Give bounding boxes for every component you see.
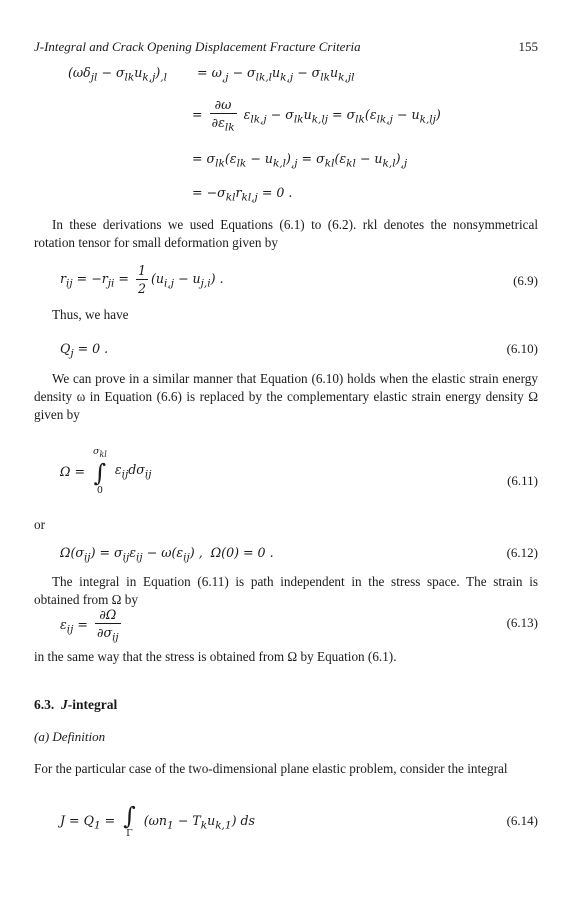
equation-number-6-14: (6.14): [506, 813, 538, 828]
running-title: J-Integral and Crack Opening Displacement Fracture Criteria: [34, 39, 361, 54]
equation-number-6-13: (6.13): [506, 615, 538, 630]
equation-number-6-11: (6.11): [507, 473, 538, 488]
equation-6-9: $r_{ij} = -r_{ji}$ = $\frac{1}{2}$ $(u_{i,j} - u_{j,i})$ .: [60, 263, 224, 296]
or-text: or: [34, 517, 45, 532]
derivation-line-4: = $-\sigma_{kl}r_{kl,j} = 0$ .: [192, 185, 293, 204]
equation-number-6-9: (6.9): [513, 273, 538, 288]
equation-6-13: $\varepsilon_{ij}$ = $\frac{\partial\Omega}{\partial\sigma_{ij}}$: [60, 607, 119, 644]
equation-6-10: $Q_j = 0$ .: [60, 341, 109, 360]
derivation-line-1: [68, 64, 354, 85]
equation-number-6-12: (6.12): [506, 545, 538, 560]
thus-text: Thus, we have: [52, 307, 129, 322]
page-number: 155: [518, 39, 538, 54]
derivation-fraction: $\frac{\partial\omega}{\partial\varepsilon_{lk}}$: [211, 97, 235, 134]
paragraph-stress-from-omega: in the same way that the stress is obtained from Ω by Equation (6.1).: [34, 649, 397, 664]
derivation-line-2: = $\frac{\partial\omega}{\partial\varepsilon_{lk}}$ $\varepsilon_{lk,j} - \sigma_{lk}u_{k,lj} = \sigma_{lk}(\varepsilon_{lk,j} - u_{k,lj})$: [192, 97, 441, 134]
contour-symbol: Γ: [126, 828, 133, 839]
paragraph-strain-from-omega: The integral in Equation (6.11) is path independent in the stress space. The strain is obtained from Ω by: [34, 574, 538, 607]
equation-number-6-10: (6.10): [506, 341, 538, 356]
paragraph-complementary-energy: We can prove in a similar manner that Equation (6.10) holds when the elastic strain energy density ω in Equation (6.6) is replaced by the complementary elastic strain energy density Ω given by: [34, 371, 538, 422]
derivation-line-1-rhs: = $\omega_{,j} - \sigma_{lk,l}u_{k,j} - \sigma_{lk}u_{k,jl}$: [197, 65, 355, 84]
subsection-heading: (a) Definition: [34, 729, 106, 744]
paragraph-integral-definition: For the particular case of the two-dimensional plane elastic problem, consider the integral: [34, 761, 508, 776]
section-heading: 6.3. J-integral: [34, 697, 118, 712]
equation-6-11: Ω = $\sigma_{kl}$ ∫ 0 $\varepsilon_{ij}d\sigma_{ij}$: [60, 446, 152, 496]
paragraph-rotation-tensor: In these derivations we used Equations (6.1) to (6.2). rkl denotes the nonsymmetrical rotation tensor for small deformation given by: [34, 217, 538, 250]
equation-6-14: $J = Q_1$ = ∫ Γ $(\omega n_1 - T_ku_{k,1})$ ds: [60, 802, 256, 839]
derivation-line-1-lhs: $(\omega\delta_{jl} - \sigma_{lk}u_{k,j})_{,l}$: [68, 65, 167, 84]
derivation-line-3: = $\sigma_{lk}(\varepsilon_{lk} - u_{k,l})_{,j} = \sigma_{kl}(\varepsilon_{kl} - u_{k,l})_{,j}$: [192, 151, 408, 170]
equation-6-12: $\Omega(\sigma_{ij}) = \sigma_{ij}\varepsilon_{ij} - \omega(\varepsilon_{ij})$ , Ω(0) = 0 .: [60, 545, 274, 564]
